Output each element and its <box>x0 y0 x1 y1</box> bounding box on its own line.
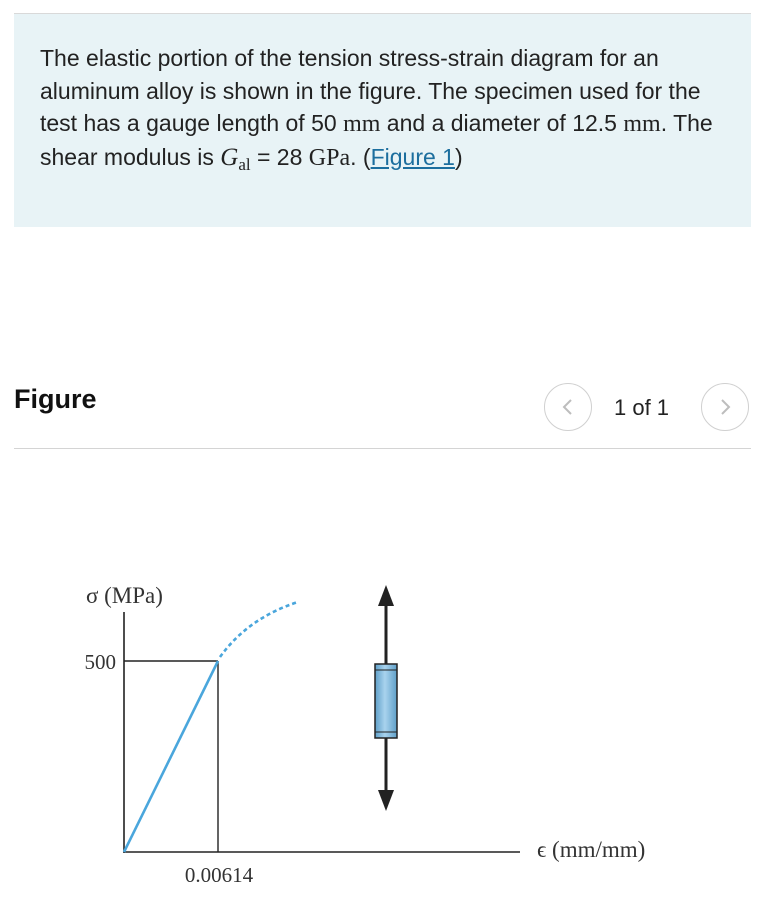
arrow-up-icon <box>378 585 394 606</box>
chevron-left-icon <box>561 397 575 417</box>
y-tick-label: 500 <box>84 650 116 674</box>
figure-title: Figure <box>14 384 97 414</box>
problem-statement <box>14 14 751 227</box>
elastic-line <box>124 661 218 852</box>
x-tick-label: 0.00614 <box>184 863 254 887</box>
unit-mm: mm <box>623 111 661 137</box>
tension-specimen <box>375 585 397 811</box>
specimen-bar <box>375 664 397 738</box>
previous-figure-button[interactable] <box>544 383 592 431</box>
unit-gpa: GPa <box>308 144 351 171</box>
arrow-down-icon <box>378 790 394 811</box>
figure-header <box>14 380 751 449</box>
plastic-curve <box>220 602 298 657</box>
y-axis-label: σ (MPa) <box>86 583 163 608</box>
page-counter: 1 of 1 <box>614 395 670 420</box>
x-axis-label: ϵ (mm/mm) <box>537 837 646 862</box>
shear-modulus-symbol: G <box>220 143 239 171</box>
next-figure-button[interactable] <box>701 383 749 431</box>
shear-modulus-subscript: al <box>238 154 251 174</box>
problem-text: The elastic portion of the tension stress-strain diagram for an aluminum alloy is shown in the figure. The specimen used for the test has a gauge length of 50 mm and a diameter of 12.5 mm. The shear modulus is $G_{al} = 28$ GPa. (Figure 1) <box>40 45 713 174</box>
figure-link[interactable]: Figure 1 <box>370 143 455 170</box>
unit-mm: mm <box>343 111 381 137</box>
stress-strain-diagram <box>0 560 764 900</box>
chevron-right-icon <box>718 397 732 417</box>
